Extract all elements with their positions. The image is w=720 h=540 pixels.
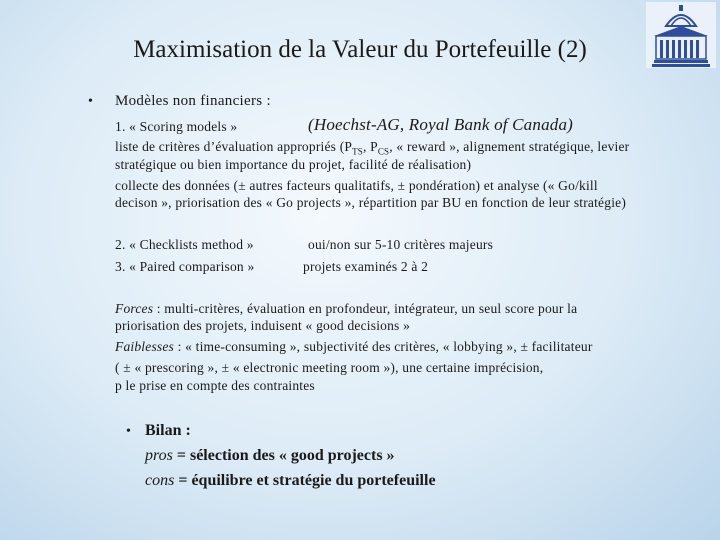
heading-text: Modèles non financiers xyxy=(115,93,263,109)
forces-line2: priorisation des projets, induisent « good decisions » xyxy=(115,318,411,333)
bilan-cons: cons = équilibre et stratégie du portefeuille xyxy=(145,472,436,489)
faiblesses-line3: p le prise en compte des contraintes xyxy=(115,378,315,393)
item3-description: projets examinés 2 à 2 xyxy=(303,259,429,274)
item2-label: 2. « Checklists method » xyxy=(115,237,254,252)
bilan-label: Bilan : xyxy=(145,422,191,439)
forces-line1: Forces : multi-critères, évaluation en profondeur, intégrateur, un seul score pour la xyxy=(115,301,578,316)
item1-collect-line1: collecte des données (± autres facteurs qualitatifs, ± pondération) et analyse (« Go/kill xyxy=(115,178,598,193)
faiblesses-line1: Faiblesses : « time-consuming », subjectivité des critères, « lobbying », ± facilitateur xyxy=(115,339,593,354)
item1-collect-line2: decison », priorisation des « Go projects », répartition par BU en fonction de leur stratégie) xyxy=(115,195,627,210)
section-heading xyxy=(115,93,271,110)
slide-title: Maximisation de la Valeur du Portefeuille (2) xyxy=(133,36,587,63)
item1-examples: (Hoechst-AG, Royal Bank of Canada) xyxy=(308,115,574,134)
item3-label: 3. « Paired comparison » xyxy=(115,259,255,274)
item1-label: 1. « Scoring models » xyxy=(115,119,238,134)
bilan-pros: pros = sélection des « good projects » xyxy=(145,447,395,464)
main-bullet: • xyxy=(88,94,93,109)
item2-description: oui/non sur 5-10 critères majeurs xyxy=(308,237,494,252)
faiblesses-line2: ( ± « prescoring », ± « electronic meeting room »), une certaine imprécision, xyxy=(115,360,544,375)
heading-colon: : xyxy=(262,93,271,109)
item1-description-line1: liste de critères d’évaluation appropriés ($P_{TS}$, $P_{CS}$, « reward », alignement stratégique, levier xyxy=(115,139,630,157)
bilan-bullet: • xyxy=(126,424,131,439)
item1-description-line2: stratégique ou bien importance du projet, facilité de réalisation) xyxy=(115,157,472,172)
